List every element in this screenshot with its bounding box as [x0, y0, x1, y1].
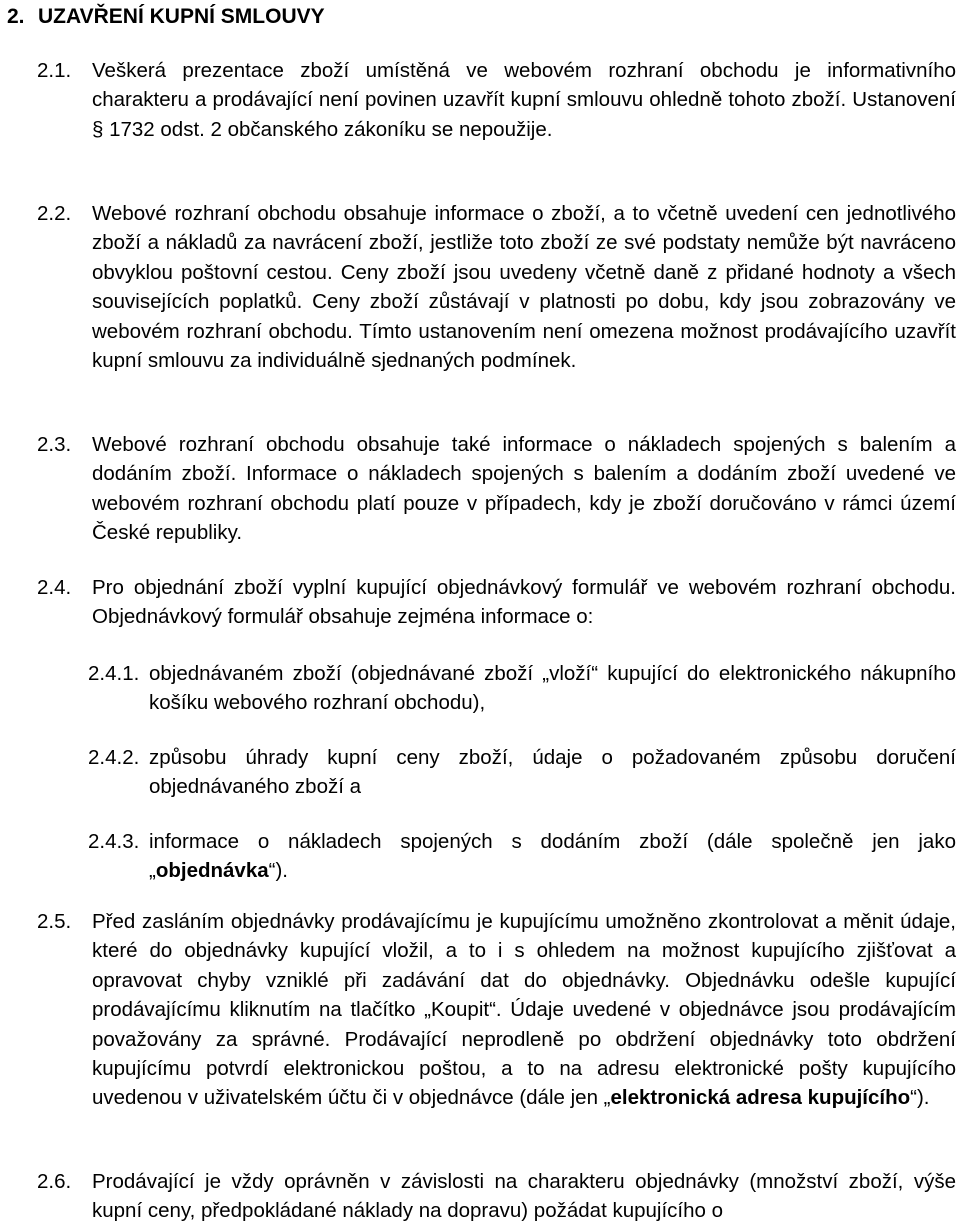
- clause-text-after: “).: [268, 859, 288, 883]
- clause-number: 2.4.3.: [88, 830, 140, 853]
- clause-2-5: [37, 907, 956, 1113]
- clause-text: [149, 827, 956, 886]
- clause-number: 2.4.1.: [88, 662, 140, 685]
- clause-text: [92, 907, 956, 1113]
- clause-2-3: [37, 430, 956, 548]
- clause-text: Pro objednání zboží vyplní kupující objednávkový formulář ve webovém rozhraní obchodu. Objednávkový formulář obsahuje zejména informace o:: [92, 576, 956, 629]
- section-heading: [7, 3, 325, 31]
- clause-2-2: [37, 199, 956, 375]
- clause-text: způsobu úhrady kupní ceny zboží, údaje o požadovaném způsobu doručení objednávaného zboží a: [149, 746, 956, 799]
- clause-text: Webové rozhraní obchodu obsahuje informace o zboží, a to včetně uvedení cen jednotlivého zboží a nákladů za navrácení zboží, jestliže toto zboží ze své podstaty nemůže být navráceno obvyklou poštovní cestou. Ceny zboží jsou uvedeny včetně daně z přidané hodnoty a všech souvisejících poplatků. Ceny zboží zůstávají v platnosti po dobu, kdy jsou zobrazovány ve webovém rozhraní obchodu. Tímto ustanovením není omezena možnost prodávajícího uzavřít kupní smlouvu za individuálně sjednaných podmínek.: [92, 202, 956, 373]
- clause-number: 2.2.: [37, 202, 72, 225]
- clause-text: objednávaném zboží (objednávané zboží „vloží“ kupující do elektronického nákupního košíku webového rozhraní obchodu),: [149, 662, 956, 715]
- heading-number: 2.: [7, 5, 25, 28]
- clause-number: 2.4.2.: [88, 746, 140, 769]
- clause-number: 2.3.: [37, 433, 72, 456]
- clause-text: Veškerá prezentace zboží umístěná ve webovém rozhraní obchodu je informativního charakteru a prodávající není povinen uzavřít kupní smlouvu ohledně tohoto zboží. Ustanovení § 1732 odst. 2 občanského zákoníku se nepoužije.: [92, 59, 956, 141]
- clause-number: 2.5.: [37, 910, 72, 933]
- clause-2-4: [37, 573, 956, 632]
- defined-term: elektronická adresa kupujícího: [610, 1086, 911, 1110]
- clause-2-4-1: [88, 659, 956, 718]
- clause-number: 2.6.: [37, 1170, 72, 1193]
- clause-text-after: “).: [910, 1086, 930, 1110]
- clause-2-4-3: [88, 827, 956, 886]
- clause-text: Prodávající je vždy oprávněn v závislosti na charakteru objednávky (množství zboží, výše kupní ceny, předpokládané náklady na dopravu) požádat kupujícího o: [92, 1170, 956, 1223]
- clause-number: 2.4.: [37, 576, 72, 599]
- clause-2-6: [37, 1167, 956, 1226]
- defined-term: objednávka: [155, 859, 269, 883]
- clause-2-4-2: [88, 743, 956, 802]
- clause-text: Webové rozhraní obchodu obsahuje také informace o nákladech spojených s balením a dodáním zboží. Informace o nákladech spojených s balením a dodáním zboží uvedené ve webovém rozhraní obchodu platí pouze v případech, kdy je zboží doručováno v rámci území České republiky.: [92, 433, 956, 545]
- clause-number: 2.1.: [37, 59, 72, 82]
- clause-text-before: Před zasláním objednávky prodávajícímu je kupujícímu umožněno zkontrolovat a měnit údaje, které do objednávky kupující vložil, a to i s ohledem na možnost kupujícího zjišťovat a opravovat chyby vzniklé při zadávání dat do objednávky. Objednávku odešle kupující prodávajícímu kliknutím na tlačítko „Koupit“. Údaje uvedené v objednávce jsou prodávajícím považovány za správné. Prodávající neprodleně po obdržení objednávky toto obdržení kupujícímu potvrdí elektronickou poštou, a to na adresu elektronické pošty kupujícího uvedenou v uživatelském účtu či v objednávce (dále jen „: [92, 910, 956, 1110]
- clause-text-before: informace o nákladech spojených s dodáním zboží (dále společně jen jako „: [149, 830, 956, 883]
- heading-title: UZAVŘENÍ KUPNÍ SMLOUVY: [38, 5, 325, 28]
- clause-2-1: [37, 56, 956, 144]
